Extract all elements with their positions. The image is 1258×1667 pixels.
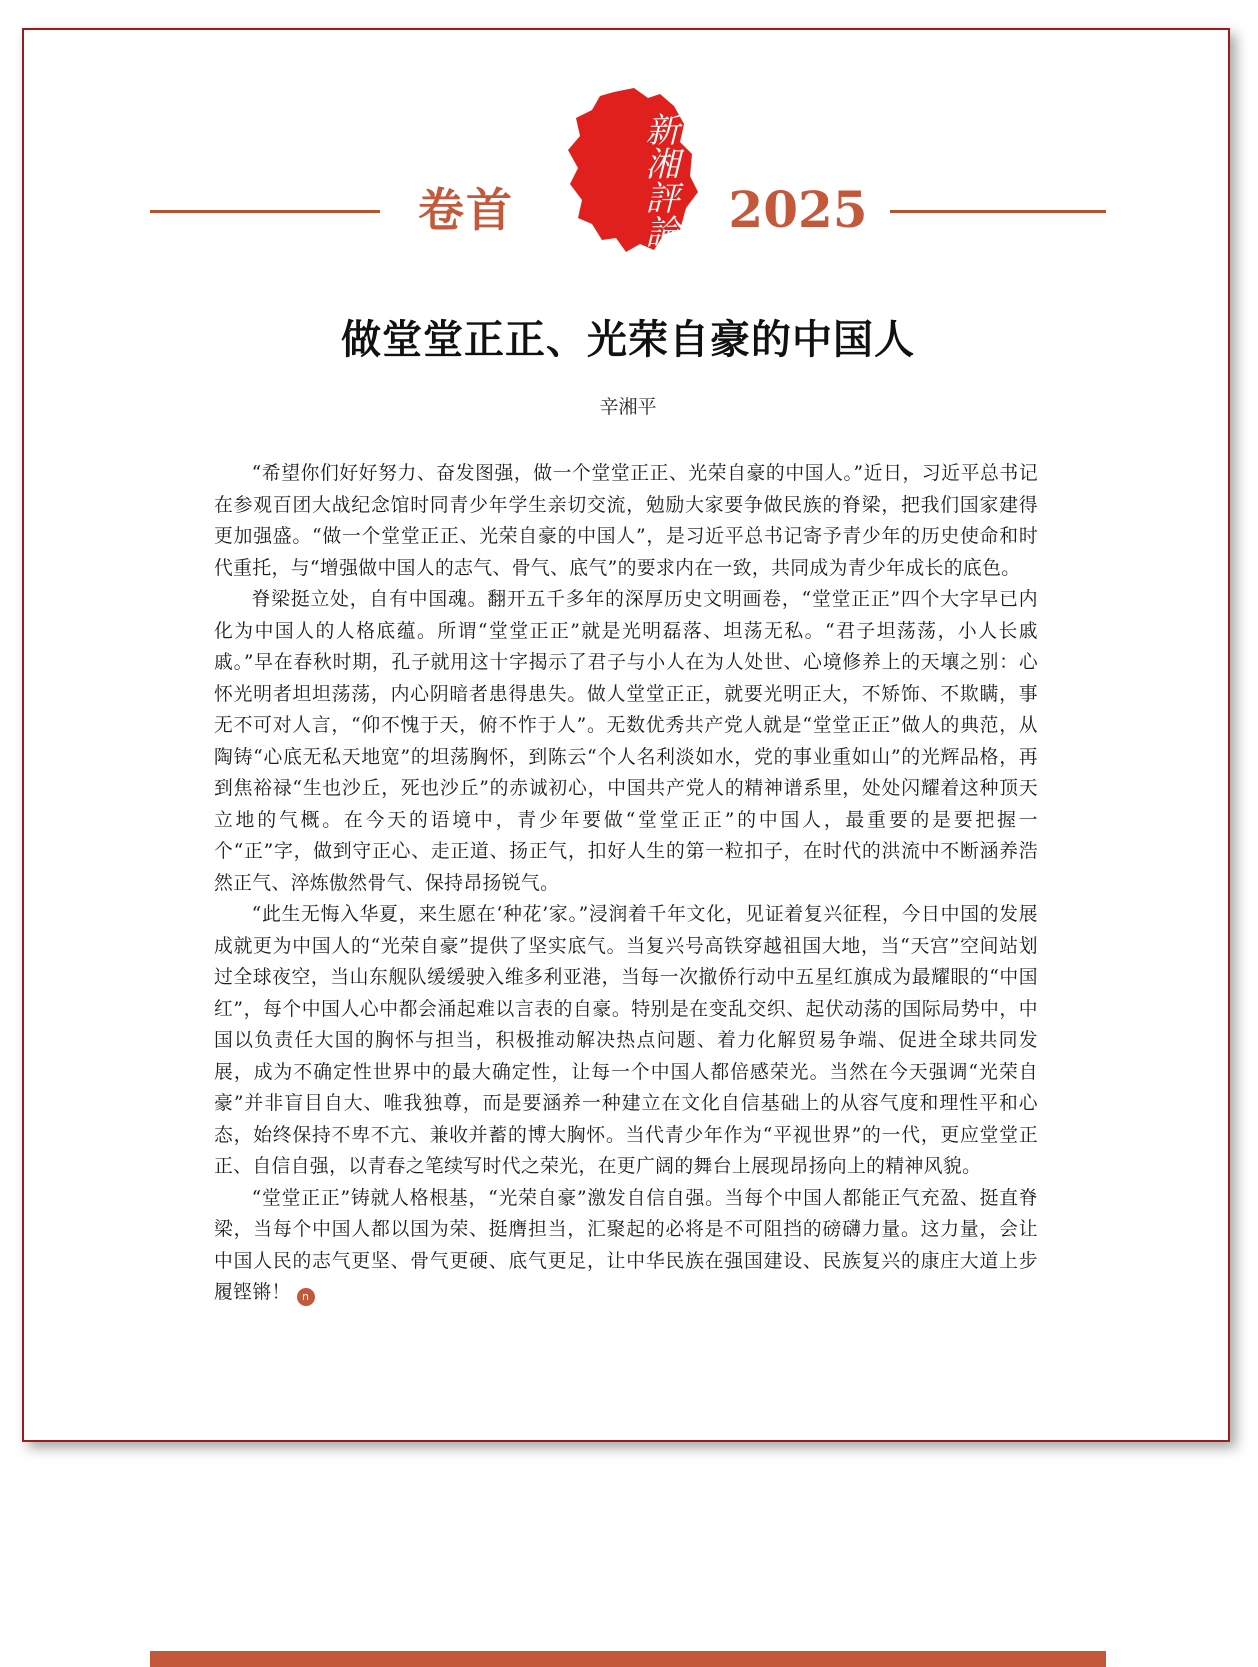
magazine-logo (556, 84, 706, 254)
paragraph-2: 脊梁挺立处，自有中国魂。翻开五千多年的深厚历史文明画卷，“堂堂正正”四个大字早已内化为中国人的人格底蕴。所谓“堂堂正正”就是光明磊落、坦荡无私。“君子坦荡荡，小人长戚戚。”早在春秋时期，孔子就用这十字揭示了君子与小人在为人处世、心境修养上的天壤之别：心怀光明者坦坦荡荡，内心阴暗者患得患失。做人堂堂正正，就要光明正大，不矫饰、不欺瞒，事无不可对人言，“仰不愧于天，俯不怍于人”。无数优秀共产党人就是“堂堂正正”做人的典范，从陶铸“心底无私天地宽”的坦荡胸怀，到陈云“个人名利淡如水，党的事业重如山”的光辉品格，再到焦裕禄“生也沙丘，死也沙丘”的赤诚初心，中国共产党人的精神谱系里，处处闪耀着这种顶天立地的气概。在今天的语境中，青少年要做“堂堂正正”的中国人，最重要的是要把握一个“正”字，做到守正心、走正道、扬正气，扣好人生的第一粒扣子，在时代的洪流中不断涵养浩然正气、淬炼傲然骨气、保持昂扬锐气。 (214, 589, 1038, 894)
issue-year: 2025 (728, 180, 868, 239)
article-title: 做堂堂正正、光荣自豪的中国人 (341, 317, 915, 363)
paragraph-4 (214, 1183, 1038, 1309)
paragraph-4-text: “堂堂正正”铸就人格根基，“光荣自豪”激发自信自强。当每个中国人都能正气充盈、挺直脊梁，当每个中国人都以国为荣、挺膺担当，汇聚起的必将是不可阻挡的磅礴力量。这力量，会让中国人民的志气更坚、骨气更硬、底气更足，让中华民族在强国建设、民族复兴的康庄大道上步履铿锵！ (214, 1187, 1038, 1303)
end-mark-icon: n (297, 1288, 315, 1306)
logo-calligraphy: 新湘評論 (639, 112, 679, 248)
footer-bar (150, 1651, 1106, 1667)
article-author: 辛湘平 (599, 396, 657, 418)
paragraph-1: “希望你们好好努力、奋发图强，做一个堂堂正正、光荣自豪的中国人。”近日，习近平总书记在参观百团大战纪念馆时同青少年学生亲切交流，勉励大家要争做民族的脊梁，把我们国家建得更加强盛。“做一个堂堂正正、光荣自豪的中国人”，是习近平总书记寄予青少年的历史使命和时代重托，与“增强做中国人的志气、骨气、底气”的要求内在一致，共同成为青少年成长的底色。 (214, 463, 1038, 579)
header-rule-left (150, 210, 380, 213)
paragraph-3: “此生无悔入华夏，来生愿在‘种花’家。”浸润着千年文化，见证着复兴征程，今日中国的发展成就更为中国人的“光荣自豪”提供了坚实底气。当复兴号高铁穿越祖国大地，当“天宫”空间站划过全球夜空，当山东舰队缓缓驶入维多利亚港，当每一次撤侨行动中五星红旗成为最耀眼的“中国红”，每个中国人心中都会涌起难以言表的自豪。特别是在变乱交织、起伏动荡的国际局势中，中国以负责任大国的胸怀与担当，积极推动解决热点问题、着力化解贸易争端、促进全球共同发展，成为不确定性世界中的最大确定性，让每一个中国人都倍感荣光。当然在今天强调“光荣自豪”并非盲目自大、唯我独尊，而是要涵养一种建立在文化自信基础上的从容气度和理性平和心态，始终保持不卑不亢、兼收并蓄的博大胸怀。当代青少年作为“平视世界”的一代，更应堂堂正正、自信自强，以青春之笔续写时代之荣光，在更广阔的舞台上展现昂扬向上的精神风貌。 (214, 904, 1038, 1177)
header-rule-right (890, 210, 1106, 213)
article-body (214, 458, 1038, 1309)
magazine-page (22, 28, 1230, 1442)
column-name: 卷首 (418, 183, 514, 237)
